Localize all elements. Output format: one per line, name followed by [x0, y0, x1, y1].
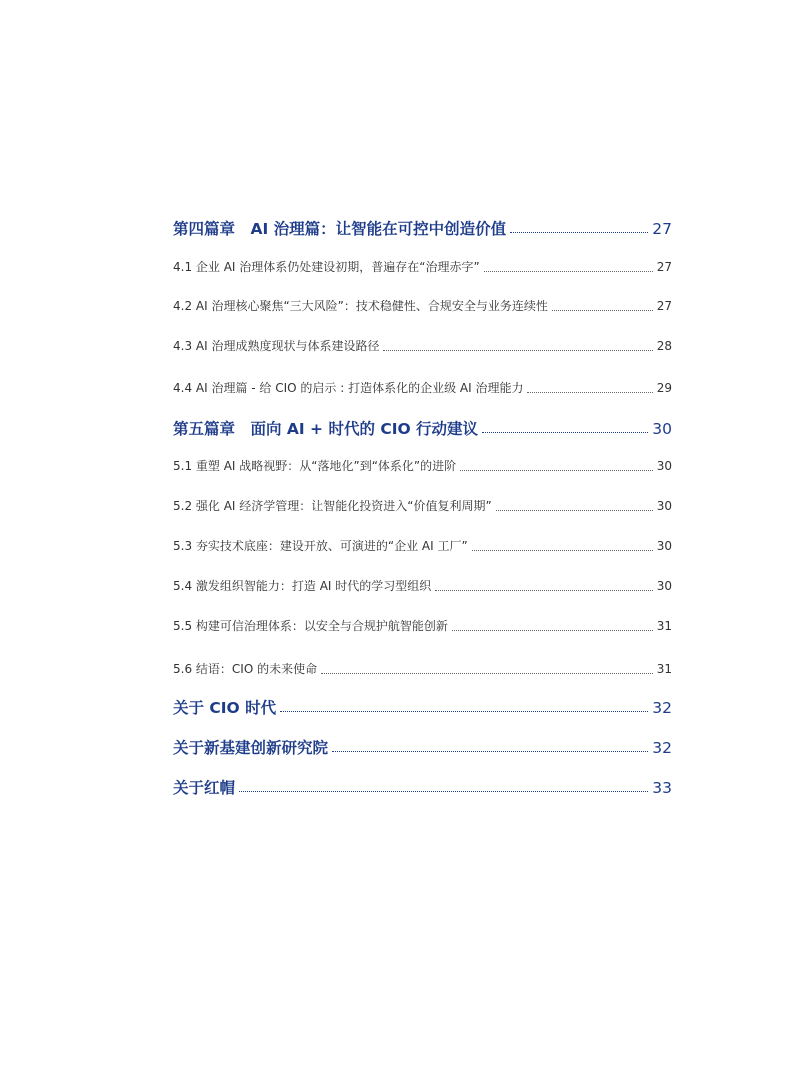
- toc-entry-title: 5.2 强化 AI 经济学管理：让智能化投资进入“价值复利周期”: [173, 499, 492, 513]
- toc-entry-title: 关于红帽: [173, 779, 236, 797]
- dot-leader: [460, 470, 653, 471]
- dot-leader: [435, 590, 652, 591]
- toc-section-4-3[interactable]: [173, 337, 672, 355]
- toc-section-4-1[interactable]: [173, 258, 672, 276]
- toc-entry-title: 关于 CIO 时代: [173, 699, 277, 717]
- toc-about-cio-era[interactable]: [173, 696, 672, 718]
- toc-about-redhat[interactable]: [173, 776, 672, 798]
- toc-entry-title: 4.3 AI 治理成熟度现状与体系建设路径: [173, 339, 380, 353]
- dot-leader: [527, 392, 652, 393]
- toc-entry-title: 5.1 重塑 AI 战略视野：从“落地化”到“体系化”的进阶: [173, 459, 457, 473]
- toc-section-5-4[interactable]: [173, 577, 672, 595]
- toc-page-number: 32: [652, 699, 672, 717]
- toc-entry-title: 4.4 AI 治理篇 - 给 CIO 的启示 : 打造体系化的企业级 AI 治理能力: [173, 381, 524, 395]
- toc-section-5-6[interactable]: [173, 660, 672, 678]
- toc-entry-title: 5.3 夯实技术底座：建设开放、可演进的“企业 AI 工厂”: [173, 539, 468, 553]
- toc-page-number: 30: [656, 499, 672, 513]
- dot-leader: [452, 630, 653, 631]
- toc-entry-title: 5.4 激发组织智能力：打造 AI 时代的学习型组织: [173, 579, 432, 593]
- dot-leader: [321, 673, 653, 674]
- toc-page-number: 27: [652, 220, 672, 238]
- dot-leader: [484, 271, 653, 272]
- toc-page-number: 27: [656, 299, 672, 313]
- toc-about-institute[interactable]: [173, 736, 672, 758]
- toc-page-number: 30: [656, 539, 672, 553]
- toc-page-number: 29: [656, 381, 672, 395]
- dot-leader: [472, 550, 653, 551]
- toc-page-number: 31: [656, 662, 672, 676]
- dot-leader: [552, 310, 653, 311]
- toc-entry-title: 第四篇章 AI 治理篇：让智能在可控中创造价值: [173, 220, 507, 238]
- toc-section-4-2[interactable]: [173, 297, 672, 315]
- toc-chapter-5[interactable]: [173, 417, 672, 439]
- toc-entry-title: 5.6 结语：CIO 的未来使命: [173, 662, 318, 676]
- toc-section-4-4[interactable]: [173, 379, 672, 397]
- dot-leader: [280, 711, 648, 712]
- toc-page-number: 30: [656, 459, 672, 473]
- toc-entry-title: 4.1 企业 AI 治理体系仍处建设初期，普遍存在“治理赤字”: [173, 260, 480, 274]
- toc-page-number: 28: [656, 339, 672, 353]
- dot-leader: [496, 510, 653, 511]
- toc-page-number: 30: [656, 579, 672, 593]
- toc-entry-title: 4.2 AI 治理核心聚焦“三大风险”：技术稳健性、合规安全与业务连续性: [173, 299, 548, 313]
- toc-page-number: 31: [656, 619, 672, 633]
- toc-page-number: 33: [652, 779, 672, 797]
- toc-page-number: 30: [652, 420, 672, 438]
- toc-section-5-3[interactable]: [173, 537, 672, 555]
- toc-section-5-5[interactable]: [173, 617, 672, 635]
- toc-entry-title: 5.5 构建可信治理体系：以安全与合规护航智能创新: [173, 619, 448, 633]
- toc-entry-title: 第五篇章 面向 AI + 时代的 CIO 行动建议: [173, 420, 479, 438]
- dot-leader: [383, 350, 652, 351]
- dot-leader: [239, 791, 648, 792]
- toc-page-number: 32: [652, 739, 672, 757]
- toc-section-5-2[interactable]: [173, 497, 672, 515]
- dot-leader: [510, 232, 648, 233]
- toc-entry-title: 关于新基建创新研究院: [173, 739, 329, 757]
- toc-chapter-4[interactable]: [173, 217, 672, 239]
- dot-leader: [332, 751, 648, 752]
- dot-leader: [482, 432, 648, 433]
- toc-section-5-1[interactable]: [173, 457, 672, 475]
- toc-page-number: 27: [656, 260, 672, 274]
